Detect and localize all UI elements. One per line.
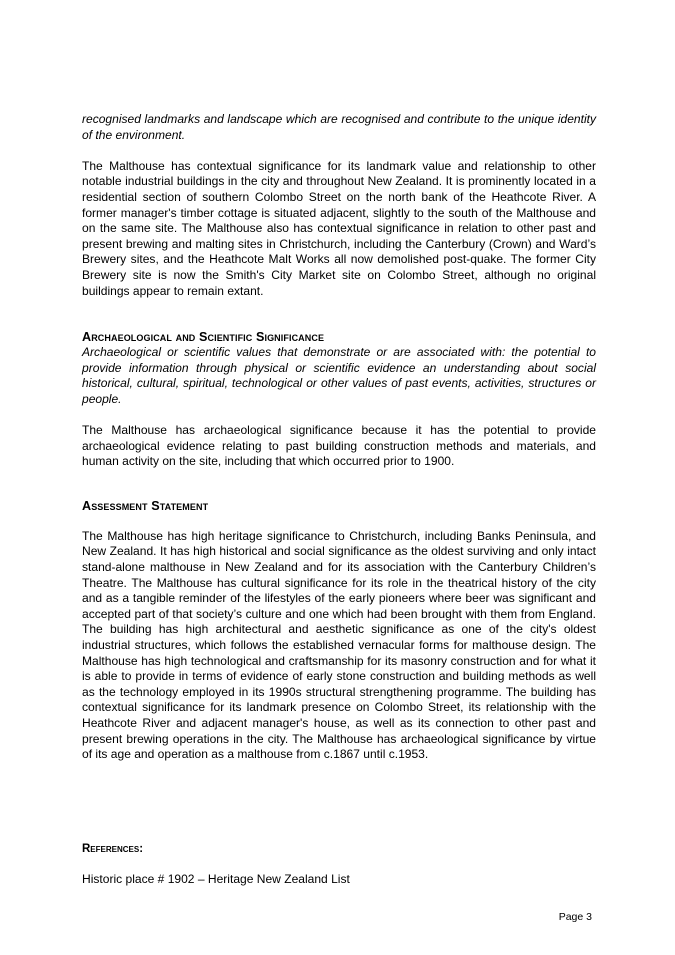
spacer <box>82 408 596 424</box>
spacer <box>82 857 596 872</box>
page-content <box>82 112 596 887</box>
archaeological-criteria: Archaeological or scientific values that demonstrate or are associated with: the potential to provide information through physical or scientific evidence an understanding about social historical, cultural, spiritual, technological or other values of past events, activities, structures or people. <box>82 345 596 406</box>
page-number: Page 3 <box>558 911 592 923</box>
intro-italic-text: recognised landmarks and landscape which are recognised and contribute to the unique identity of the environment. <box>82 112 596 142</box>
section-spacer <box>82 470 596 498</box>
references-heading: References: <box>82 842 144 855</box>
assessment-heading: Assessment Statement <box>82 498 209 513</box>
spacer <box>82 514 596 529</box>
assessment-text: The Malthouse has high heritage significance to Christchurch, including Banks Peninsula, and New Zealand. It has high historical and social significance as the oldest surviving and only intact stand-alone malthouse in New Zealand and for its association with the Canterbury Children’s Theatre. The Malthouse has cultural significance for its role in the theatrical history of the city and as a tangible reminder of the lifestyles of the early pioneers where beer was significant and accepted part of that society’s culture and one which had been brought with them from England. The building has high architectural and aesthetic significance as one of the city's oldest industrial structures, which follows the established vernacular forms for malthouse design. The Malthouse has high technological and craftsmanship for its masonry construction and for what it is able to provide in terms of evidence of early stone construction and building methods as well as the technology employed in its 1990s structural strengthening programme. The building has contextual significance for its landmark presence on Colombo Street, its relationship with the Heathcote River and adjacent manager's house, as well as its connection to other past and present brewing operations in the city. The Malthouse has archaeological significance by virtue of its age and operation as a malthouse from c.1867 until c.1953. <box>82 528 596 762</box>
reference-item: Historic place # 1902 – Heritage New Zealand List <box>82 871 350 886</box>
section-spacer <box>82 299 596 329</box>
contextual-significance-text: The Malthouse has contextual significance for its landmark value and relationship to other notable industrial buildings in the city and throughout New Zealand. It is prominently located in a residential section of southern Colombo Street on the north bank of the Heathcote River. A former manager's timber cottage is situated adjacent, slightly to the south of the Malthouse and on the same site. The Malthouse also has contextual significance in relation to other past and present brewing and malting sites in Christchurch, including the Canterbury (Crown) and Ward’s Brewery sites, and the Heathcote Malt Works all now demolished post-quake. The former City Brewery site is now the Smith's City Market site on Colombo Street, although no original buildings appear to remain extant. <box>82 158 596 298</box>
archaeological-heading: Archaeological and Scientific Significance <box>82 330 325 345</box>
section-spacer <box>82 763 596 842</box>
spacer <box>82 143 596 159</box>
archaeological-text: The Malthouse has archaeological significance because it has the potential to provide archaeological evidence relating to past building construction methods and materials, and human activity on the site, including that which occurred prior to 1900. <box>82 423 596 469</box>
